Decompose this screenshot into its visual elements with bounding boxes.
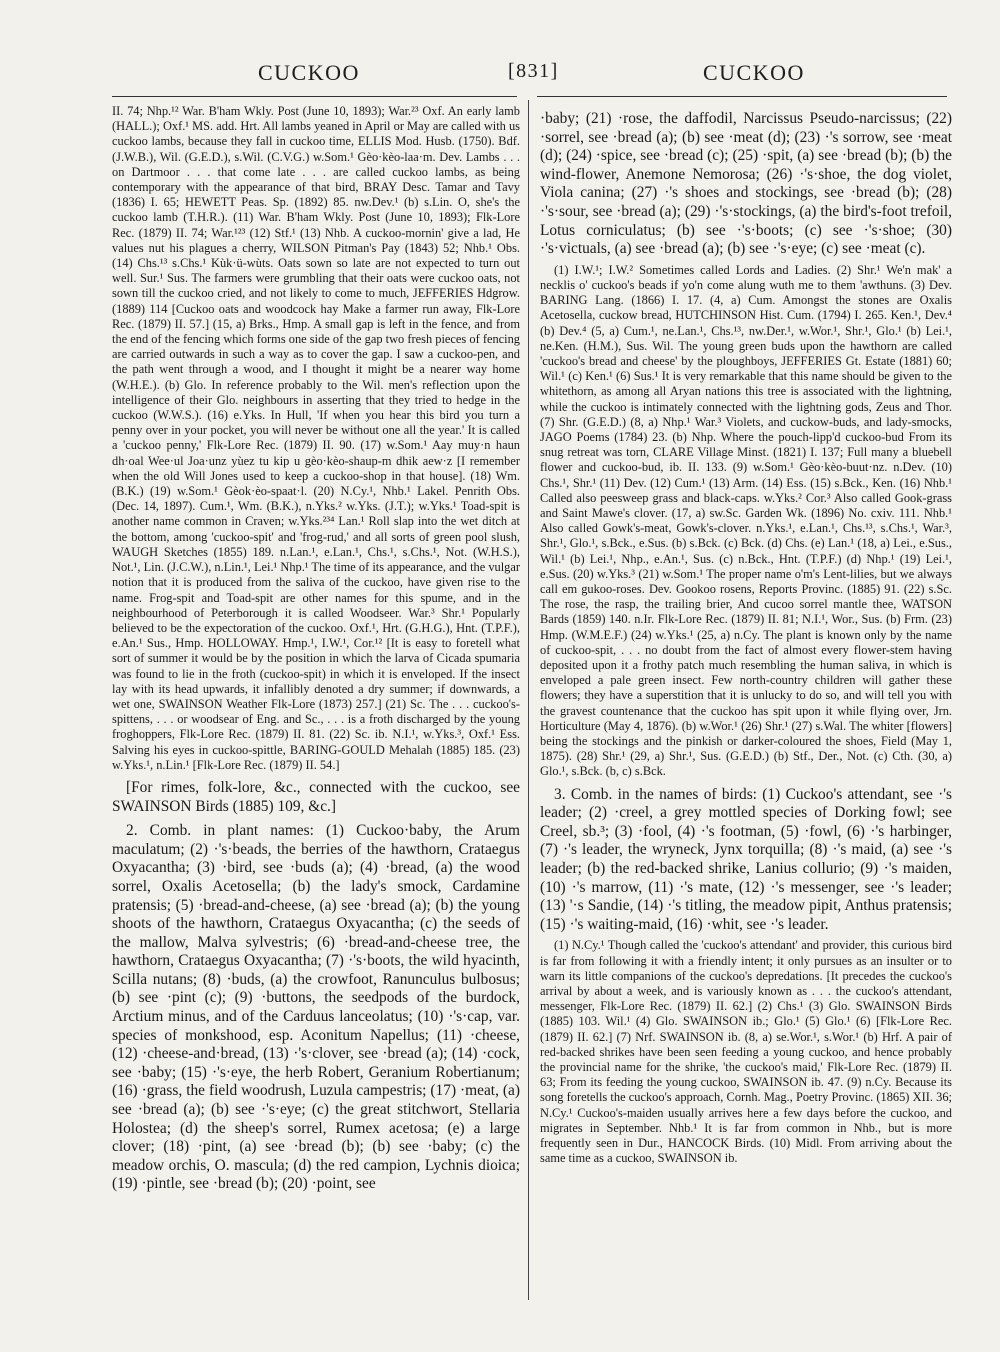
left-column — [112, 104, 520, 1198]
running-head — [0, 60, 1000, 100]
entry-paragraph: (1) I.W.¹; I.W.² Sometimes called Lords and Ladies. (2) Shr.¹ We'n mak' a necklis o' cuckoo's beads if yo'n come alung wuth me to them 'awthuns. (3) Dev. BARING Lang. (1866) I. 17. (4, a) Cum. Amongst the stones are Oxalis Acetosella, cuckow bread, HUTCHINSON Hist. Cum. (1794) I. 265. Ken.¹, Dev.⁴ (b) Dev.⁴ (5, a) Cum.¹, ne.Lan.¹, Chs.¹³, nw.Der.¹, w.Wor.¹, Shr.¹, Glo.¹ (b) Lei.¹, ne.Ken. (H.M.), Sus. Wil. The young green buds upon the hawthorn are called 'cuckoo's bread and cheese' by the ploughboys, JEFFERIES Gt. Estate (1881) 60; Wil.¹ (c) Ken.¹ (6) Sus.¹ It is very remarkable that this name should be given to the whitethorn, as among all Aryan nations this tree is associated with the lightning, while the cuckoo is intimately connected with the lightning gods, Zeus and Thor. (7) Shr. (G.E.D.) (8, a) Nhp.¹ War.³ Violets, and cuckow-buds, and lady-smocks, JAGO Poems (1784) 23. (b) Nhp. Where the pouch-lipp'd cuckoo-bud From its snug retreat was torn, CLARE Village Minst. (1821) I. 137; Full many a bluebell flower and cuckoo-bud, ib. II. 133. (9) w.Som.¹ Gèo·kèo-buut·nz. n.Dev. (10) Chs.¹, Shr.¹ (11) Dev. (12) Cum.¹ (13) Arm. (14) Ess. (15) s.Bck., Ken. (16) Nhb.¹ Called also peesweep grass and black-caps. w.Yks.² Cor.³ Also called Gook-grass and Saint Mawe's clover. (17, a) sw.Sc. Garden Wk. (1896) No. cxiv. 111. Nhb.¹ Also called Gowk's-meat, Gowk's-clover. n.Yks.¹, e.Lan.¹, Chs.¹³, s.Chs.¹, War.³, Shr.¹, Glo.¹, s.Bck., e.Sus. (b) s.Bck. (c) Bck. (d) Chs. (e) Lan.¹ (18, a) Lei., e.Sus., Wil.¹ (b) Lei.¹, Nhp., e.An.¹, Sus. (c) n.Bck., Hnt. (T.P.F.) (d) Nhp.¹ (19) Lei.¹, e.Sus. (20) w.Yks.³ (21) w.Som.¹ The proper name o'm's Lent-lilies, but we always call em gukoo-roses. Dev. Gookoo rosens, Reports Provinc. (1885) 91. (22) s.Sc. The rose, the rasp, the trailing brier, And cucoo sorrel mantle thee, WATSON Bards (1859) 140. n.Ir. Flk-Lore Rec. (1879) II. 81; N.I.¹, Wor., Sus. (b) Frm. (23) Hmp. (W.M.E.F.) (24) w.Yks.¹ (25, a) n.Cy. The plant is known only by the name of cuckoo-spit, . . . no doubt from the fact of almost every flower-stem having deposited upon it a frothy patch much resembling the human saliva, in which is enveloped a pale green insect. Few north-country children will gather these flowers; they have a superstition that it is unlucky to do so, and will tell you with the gravest countenance that the cuckoo has spit upon it while flying over, Jrn. Horticulture (May 4, 1876). (b) w.Wor.¹ (26) Shr.¹ (27) s.Wal. The whiter [flowers] being the stockings and the pinkish or darker-coloured the shoes, Field (May 1, 1875). (28) Shr.¹ (29, a) Shr.¹, Sus. (G.E.D.) (b) Stf., Der., Not. (c) Cth. (30, a) Glo.¹, s.Bck. (b, c) s.Bck. — [540, 262, 952, 779]
running-head-left: CUCKOO — [258, 60, 360, 85]
entry-paragraph: II. 74; Nhp.¹² War. B'ham Wkly. Post (June 10, 1893); War.²³ Oxf. An early lamb (HALL.); Oxf.¹ MS. add. Hrt. All lambs yeaned in April or May are called with us cuckoo lambs, because they fall in cuckoo time, ELLIS Mod. Husb. (1750). Bdf. (J.W.B.), Wil. (G.E.D.), s.Wil. (C.V.G.) w.Som.¹ Gèo·kèo-laa·m. Dev. Lambs . . . on Dartmoor . . . that come late . . . are called cuckoo lambs, as being contemporary with the appearance of that bird, BRAY Desc. Tamar and Tavy (1836) I. 65; HEWETT Peas. Sp. (1892) 85. nw.Dev.¹ (b) s.Lin. O, she's the cuckoo lamb (T.H.R.). (11) War. B'ham Wkly. Post (June 10, 1893); Flk-Lore Rec. (1879) II. 74; War.¹²³ (12) Stf.¹ (13) Nhb. A cuckoo-mornin' give a lad, He values nut his plagues a cherry, WILSON Pitman's Pay (1843) 52; Nhb.¹ Obs. (14) Chs.¹³ s.Chs.¹ Kùk·ü-wùts. Oats sown so late are not expected to turn out well. Sur.¹ Sus. The farmers were grumbling that their oats were cuckoo oats, not sown till the cuckoo cried, and not likely to come to much, JEFFERIES Hdgrow. (1889) 114 [Cuckoo oats and woodcock hay Make a farmer run away, Flk-Lore Rec. (1879) II. 57.] (15, a) Brks., Hmp. A small gap is left in the fence, and from the end of the fencing which forms one side of the gap two fresh pieces of fencing are carried outwards in such a way as to cover the gap. I saw a cuckoo-pen, and the path went through a wood, and I thought it might be a nearer way home (W.H.E.). (b) Glo. In reference probably to the Wil. men's reflection upon the intelligence of their Glo. neighbours in asserting that they tried to hedge in the cuckoo (W.W.S.). (16) e.Yks. In Hull, 'If when you hear this bird you turn a penny over in your pocket, you will never be without one all the year.' It is called a 'cuckoo penny,' Flk-Lore Rec. (1879) II. 90. (17) w.Som.¹ Aay muy·n haun dh·oal Wee·ul Joa·unz yùez tu kip u gèo·kèo-shaup-m dhik aew·z [I remember when the old Will Jones used to keep a cuckoo-shop in that house]. (18) Wm. (B.K.) (19) w.Som.¹ Gèok·èo-spaat·l. (20) N.Cy.¹, Nhb.¹ Lakel. Penrith Obs. (Dec. 14, 1897). Cum.¹, Wm. (B.K.), n.Yks.² w.Yks. (J.T.); w.Yks.¹ Toad-spit is another name common in Craven; w.Yks.²³⁴ Lan.¹ Roll slap into the wet ditch at the bottom, among 'cuckoo-spit' and 'frog-rud,' and all sorts of green pool slush, WAUGH Sketches (1855) 189. n.Lan.¹, e.Lan.¹, Chs.¹, s.Chs.¹, Not. (W.H.S.), Not.¹, Lin. (J.C.W.), n.Lin.¹, Lei.¹ Nhp.¹ The time of its appearance, and the vulgar notion that it is produced from the saliva of the cuckoo, have given rise to the name. Frog-spit and Toad-spit are other names for this spume, and in the neighbourhood of Peterborough it is called Woodseer. War.³ Shr.¹ Popularly believed to be the expectoration of the cuckoo. Oxf.¹, Hrt. (G.H.G.), Hnt. (T.P.F.), e.An.¹ Sus., Hmp. HOLLOWAY. Hmp.¹, I.W.¹, Cor.¹² [It is easy to foretell what sort of summer it would be by the position in which the larva of Cicada spumaria was found to lie in the froth (cuckoo-spit) in which it is enveloped. If the insect lay with its head upwards, it infallibly denoted a dry summer; if downwards, a wet one, SWAINSON Weather Flk-Lore (1873) 257.] (21) Sc. The . . . cuckoo's-spittens, . . . or woodsear of Eng. and Sc., . . . is a froth discharged by the young froghoppers, Flk-Lore Rec. (1879) II. 81. (22) Sc. ib. N.I.¹, w.Yks.³, Oxf.¹ Ess. Salving his eyes in cuckoo-spittle, BARING-GOULD Mehalah (1885) 185. (23) w.Yks.¹, n.Lin.¹ [Flk-Lore Rec. (1879) II. 54.] — [112, 104, 520, 772]
entry-paragraph: [For rimes, folk-lore, &c., connected with the cuckoo, see SWAINSON Birds (1885) 109, &c.] — [112, 778, 520, 815]
page-number: [831] — [508, 60, 559, 82]
running-head-right: CUCKOO — [703, 60, 805, 85]
entry-paragraph: 3. Comb. in the names of birds: (1) Cuckoo's attendant, see ·'s leader; (2) ·creel, a grey mottled species of Dorking fowl; see Creel, sb.³; (3) ·fool, (4) ·'s footman, (5) ·fowl, (6) ·'s harbinger, (7) ·'s leader, the wryneck, Jynx torquilla; (8) ·'s maid, (a) see ·'s leader; (b) the red-backed shrike, Lanius collurio; (9) ·'s maiden, (10) ·'s marrow, (11) ·'s mate, (12) ·'s messenger, see ·'s leader; (13) '·s Sandie, (14) ·'s titling, the meadow pipit, Anthus pratensis; (15) ·'s waiting-maid, (16) ·whit, see ·'s leader. — [540, 785, 952, 933]
header-rule-right — [537, 96, 947, 97]
header-rule-left — [112, 96, 517, 97]
right-column — [540, 104, 952, 1170]
entry-paragraph: ·baby; (21) ·rose, the daffodil, Narcissus Pseudo-narcissus; (22) ·sorrel, see ·bread (a); (b) see ·meat (d); (23) ·'s sorrow, see ·meat (d); (24) ·spice, see ·bread (c); (25) ·spit, (a) see ·bread (b); (b) the wind-flower, Anemone Nemorosa; (26) ·'s·shoe, the dog violet, Viola canina; (27) ·'s shoes and stockings, see ·bread (b); (28) ·'s·sour, see ·bread (a); (29) ·'s·stockings, (a) the bird's-foot trefoil, Lotus corniculatus; (b) see ·'s·boots; (c) see ·'s·shoe; (30) ·'s·victuals, (a) see ·bread (a); (b) see ·'s·eye; (c) see ·meat (c). — [540, 110, 952, 258]
column-divider — [528, 100, 529, 1300]
entry-paragraph: (1) N.Cy.¹ Though called the 'cuckoo's attendant' and provider, this curious bird is far from following it with a friendly intent; it only pursues as an insulter or to warn its little companions of the cuckoo's depredations. [It precedes the cuckoo's arrival by about a week, and is variously known as . . . the cuckoo's attendant, messenger, Flk-Lore Rec. (1879) II. 62.] (2) Chs.¹ (3) Glo. SWAINSON Birds (1885) 103. Wil.¹ (4) Glo. SWAINSON ib.; Glo.¹ (5) Glo.¹ (6) [Flk-Lore Rec. (1879) II. 62.] (7) Nrf. SWAINSON ib. (8, a) se.Wor.¹, s.Wor.¹ (b) Hrf. A pair of red-backed shrikes have been seen feeding a young cuckoo, and hence probably the provincial name for the shrike, 'the cuckoo's maid,' Flk-Lore Rec. (1879) II. 63; From its feeding the young cuckoo, SWAINSON ib. 47. (9) n.Cy. Because its song foretells the cuckoo's approach, Cornh. Mag., Poetry Provinc. (1865) XII. 36; N.Cy.¹ Cuckoo's-maiden usually arrives here a few days before the cuckoo, and migrates in September. Nhb.¹ It is far from common in Nhb., but is more frequently seen in Dur., HANCOCK Birds. (10) Midl. From arriving about the same time as a cuckoo, SWAINSON ib. — [540, 938, 952, 1166]
entry-paragraph: 2. Comb. in plant names: (1) Cuckoo·baby, the Arum maculatum; (2) ·'s·beads, the berries of the hawthorn, Crataegus Oxyacantha; (3) ·bird, see ·buds (a); (4) ·bread, (a) the wood sorrel, Oxalis Acetosella; (b) the lady's smock, Cardamine pratensis; (5) ·bread-and-cheese, (a) see ·bread (a); (b) the young shoots of the hawthorn, Crataegus Oxyacantha; (c) the seeds of the mallow, Malva sylvestris; (6) ·bread-and-cheese tree, the hawthorn, Crataegus Oxyacantha; (7) ·'s·boots, the wild hyacinth, Scilla nutans; (8) ·buds, (a) the crowfoot, Ranunculus bulbosus; (b) see ·pint (c); (9) ·buttons, the seedpods of the burdock, Arctium minus, and of the Carduus lanceolatus; (10) ·'s·cap, var. species of monkshood, esp. Aconitum Napellus; (11) ·cheese, (12) ·cheese-and·bread, (13) ·'s·clover, see ·bread (a); (14) ·cock, see ·baby; (15) ·'s·eye, the herb Robert, Geranium Robertianum; (16) ·grass, the field woodrush, Luzula campestris; (17) ·meat, (a) see ·bread (a); (b) see ·'s·eye; (c) the great stitchwort, Stellaria Holostea; (d) the sheep's sorrel, Rumex acetosa; (e) a large clover; (18) ·pint, (a) see ·bread (b); (b) see ·baby; (c) the meadow orchis, O. mascula; (d) the red campion, Lychnis dioica; (19) ·pintle, see ·bread (b); (20) ·point, see — [112, 822, 520, 1193]
